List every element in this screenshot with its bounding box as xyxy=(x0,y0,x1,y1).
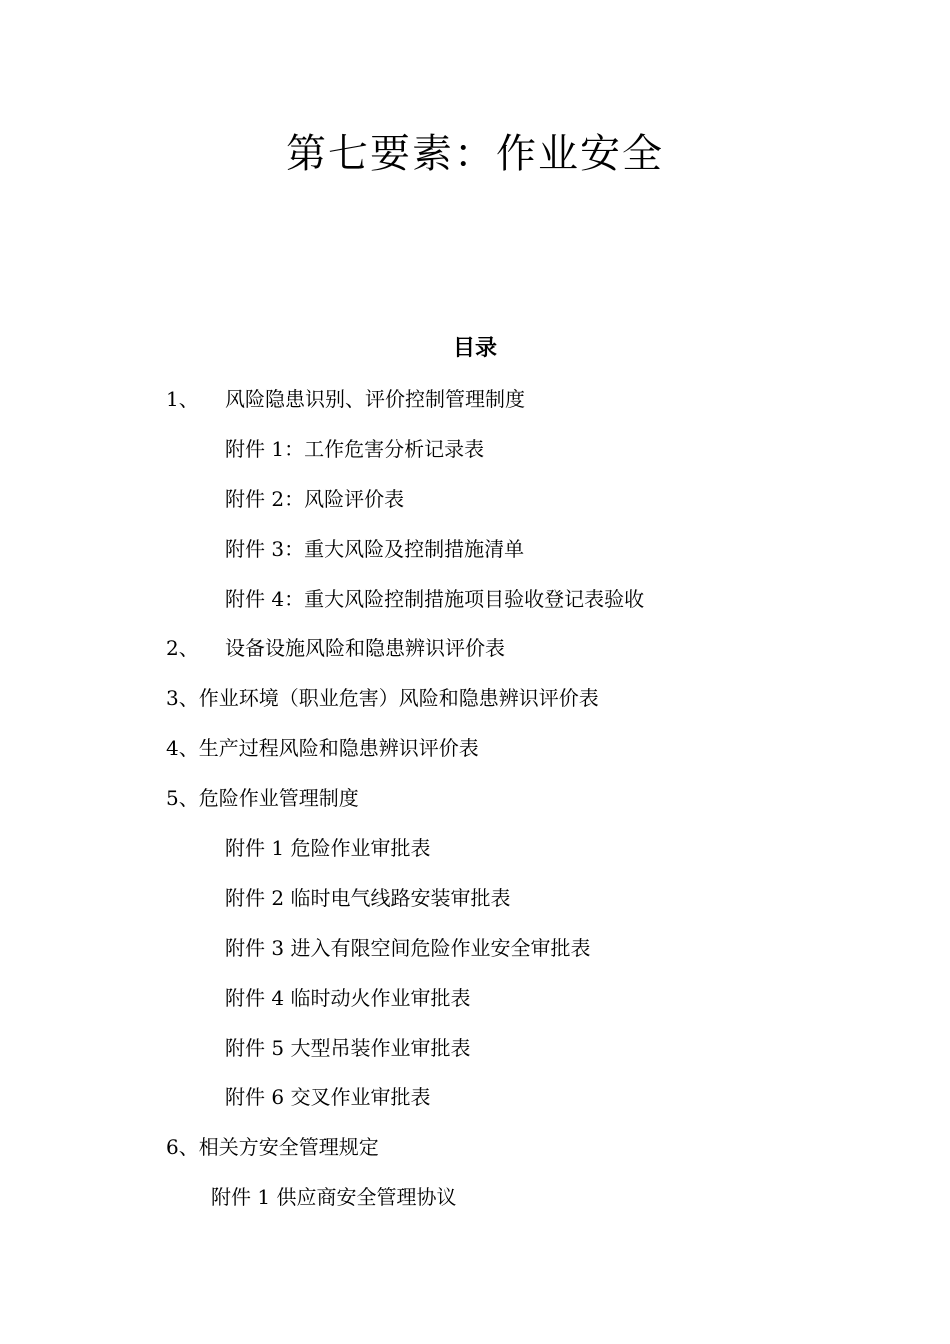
toc-entry-text: 设备设施风险和隐患辨识评价表 xyxy=(225,636,505,661)
toc-entry-text: 5、危险作业管理制度 xyxy=(166,786,359,811)
toc-entry-text: 附件 2：风险评价表 xyxy=(225,486,405,511)
toc-subentry-6-1 xyxy=(0,1179,950,1229)
toc-entry-text: 附件 5 大型吊装作业审批表 xyxy=(225,1035,471,1060)
toc-entry-text: 6、相关方安全管理规定 xyxy=(166,1135,379,1160)
toc-entry-text: 4、生产过程风险和隐患辨识评价表 xyxy=(166,736,479,761)
toc-entry-6 xyxy=(0,1129,950,1179)
toc-entry-text: 附件 1 危险作业审批表 xyxy=(225,836,431,861)
toc-subentry-5-4 xyxy=(0,980,950,1030)
toc-entry-number: 2、 xyxy=(166,636,199,661)
toc-subentry-5-6 xyxy=(0,1079,950,1129)
table-of-contents xyxy=(0,381,950,1229)
toc-subentry-1-2 xyxy=(0,481,950,531)
toc-entry-number: 1、 xyxy=(166,387,199,411)
toc-subentry-1-1 xyxy=(0,431,950,481)
toc-entry-4 xyxy=(0,730,950,780)
toc-entry-text: 附件 4 临时动火作业审批表 xyxy=(225,985,471,1010)
toc-subentry-5-1 xyxy=(0,830,950,880)
toc-entry-3 xyxy=(0,680,950,730)
toc-subentry-5-2 xyxy=(0,880,950,930)
toc-entry-text: 附件 1：工作危害分析记录表 xyxy=(225,436,485,461)
toc-entry-text: 3、作业环境（职业危害）风险和隐患辨识评价表 xyxy=(166,686,599,711)
toc-entry-text: 附件 4：重大风险控制措施项目验收登记表验收 xyxy=(225,586,645,611)
page-title: 第七要素：作业安全 xyxy=(286,131,664,177)
toc-entry-text: 附件 1 供应商安全管理协议 xyxy=(211,1185,457,1210)
toc-entry-text: 附件 3 进入有限空间危险作业安全审批表 xyxy=(225,935,591,960)
toc-entry-text: 附件 3：重大风险及控制措施清单 xyxy=(225,536,525,561)
toc-entry-text: 附件 2 临时电气线路安装审批表 xyxy=(225,885,511,910)
toc-entry-2 xyxy=(0,630,950,680)
toc-subentry-1-3 xyxy=(0,531,950,581)
toc-entry-text: 附件 6 交叉作业审批表 xyxy=(225,1085,431,1110)
toc-subentry-5-3 xyxy=(0,930,950,980)
toc-entry-1 xyxy=(0,381,950,431)
toc-subentry-5-5 xyxy=(0,1030,950,1080)
toc-subentry-1-4 xyxy=(0,581,950,631)
toc-entry-text: 风险隐患识别、评价控制管理制度 xyxy=(225,387,525,411)
toc-heading: 目录 xyxy=(452,336,497,361)
toc-entry-5 xyxy=(0,780,950,830)
